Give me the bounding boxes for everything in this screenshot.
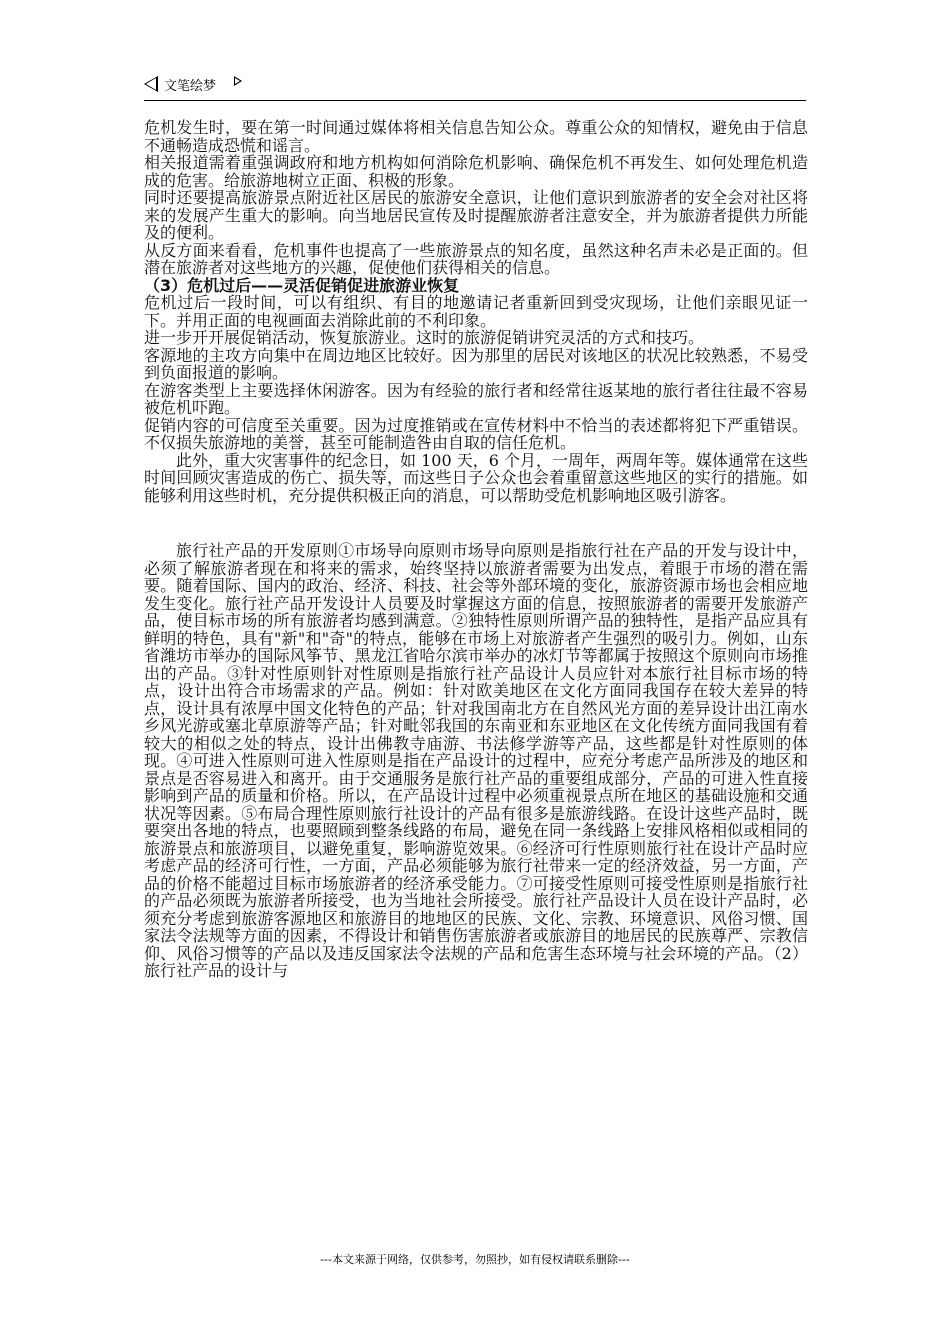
triangle-left-icon [144,76,158,92]
triangle-right-icon [234,76,242,86]
paragraph: 危机发生时，要在第一时间通过媒体将相关信息告知公众。尊重公众的知情权，避免由于信息不通畅造成恐慌和谣言。 [144,118,808,155]
paragraph: 此外，重大灾害事件的纪念日，如 100 天，6 个月，一周年，两周年等。媒体通常在这些时间回顾灾害造成的伤亡、损失等，而这些日子公众也会着重留意这些地区的实行的措施。如能够利用这些时机，充分提供积极正向的消息，可以帮助受危机影响地区吸引游客。 [144,450,808,505]
paragraph: 客源地的主攻方向集中在周边地区比较好。因为那里的居民对该地区的状况比较熟悉，不易受到负面报道的影响。 [144,345,808,382]
paragraph: 旅行社产品的开发原则①市场导向原则市场导向原则是指旅行社在产品的开发与设计中，必须了解旅游者现在和将来的需求，始终坚持以旅游者需要为出发点，着眼于市场的潜在需要。随着国际、国内的政治、经济、科技、社会等外部环境的变化，旅游资源市场也会相应地发生变化。旅行社产品开发设计人员要及时掌握这方面的信息，按照旅游者的需要开发旅游产品，使目标市场的所有旅游者均感到满意。②独特性原则所谓产品的独特性，是指产品应具有鲜明的特色，具有"新"和"奇"的特点，能够在市场上对旅游者产生强烈的吸引力。例如，山东省潍坊市举办的国际风筝节、黑龙江省哈尔滨市举办的冰灯节等都属于按照这个原则向市场推出的产品。③针对性原则针对性原则是指旅行社产品设计人员应针对本旅行社目标市场的特点，设计出符合市场需求的产品。例如：针对欧美地区在文化方面同我国存在较大差异的特点，设计具有浓厚中国文化特色的产品；针对我国南北方在自然风光方面的差异设计出江南水乡风光游或塞北草原游等产品；针对毗邻我国的东南亚和东亚地区在文化传统方面同我国有着较大的相似之处的特点，设计出佛教寺庙游、书法修学游等产品，这些都是针对性原则的体现。④可进入性原则可进入性原则是指在产品设计的过程中，应充分考虑产品所涉及的地区和景点是否容易进入和离开。由于交通服务是旅行社产品的重要组成部分，产品的可进入性直接影响到产品的质量和价格。所以，在产品设计过程中必须重视景点所在地区的基础设施和交通状况等因素。⑤布局合理性原则旅行社设计的产品有很多是旅游线路。在设计这些产品时，既要突出各地的特点，也要照顾到整条线路的布局，避免在同一条线路上安排风格相似或相同的旅游景点和旅游项目，以避免重复，影响游览效果。⑥经济可行性原则旅行社在设计产品时应考虑产品的经济可行性，一方面，产品必须能够为旅行社带来一定的经济效益，另一方面，产品的价格不能超过目标市场旅游者的经济承受能力。⑦可接受性原则可接受性原则是指旅行社的产品必须既为旅游者所接受，也为当地社会所接受。旅行社产品设计人员在设计产品时，必须充分考虑到旅游客源地区和旅游目的地地区的民族、文化、宗教、环境意识、风俗习惯、国家法令法规等方面的因素，不得设计和销售伤害旅游者或旅游目的地居民的民族尊严、宗教信仰、风俗习惯等的产品以及违反国家法令法规的产品和危害生态环境与社会环境的产品。（2）旅行社产品的设计与 [144,541,808,980]
paragraph: 促销内容的可信度至关重要。因为过度推销或在宣传材料中不恰当的表述都将犯下严重错误。不仅损失旅游地的美誉，甚至可能制造咎由自取的信任危机。 [144,415,808,452]
paragraph: 从反方面来看看，危机事件也提高了一些旅游景点的知名度，虽然这种名声未必是正面的。但潜在旅游者对这些地方的兴趣，促使他们获得相关的信息。 [144,240,808,277]
section-heading: （3）危机过后——灵活促销促进旅游业恢复 [144,275,460,295]
page-header [144,70,806,101]
header-title: 文笔绘梦 [164,79,217,94]
paragraph: 进一步开开展促销活动，恢复旅游业。这时的旅游促销讲究灵活的方式和技巧。 [144,328,705,347]
paragraph: 在游客类型上主要选择休闲游客。因为有经验的旅行者和经常往返某地的旅行者往往最不容易被危机吓跑。 [144,380,808,417]
paragraph: 相关报道需着重强调政府和地方机构如何消除危机影响、确保危机不再发生、如何处理危机造成的危害。给旅游地树立正面、积极的形象。 [144,153,808,190]
paragraph: 危机过后一段时间，可以有组织、有目的地邀请记者重新回到受灾现场，让他们亲眼见证一下。并用正面的电视画面去消除此前的不利印象。 [144,293,808,330]
spacer [144,504,808,542]
page-footer: ---本文来源于网络，仅供参考，勿照抄，如有侵权请联系删除--- [320,1253,630,1266]
document-body [144,119,808,980]
paragraph: 同时还要提高旅游景点附近社区居民的旅游安全意识，让他们意识到旅游者的安全会对社区将来的发展产生重大的影响。向当地居民宣传及时提醒旅游者注意安全，并为旅游者提供力所能及的便利。 [144,188,808,242]
